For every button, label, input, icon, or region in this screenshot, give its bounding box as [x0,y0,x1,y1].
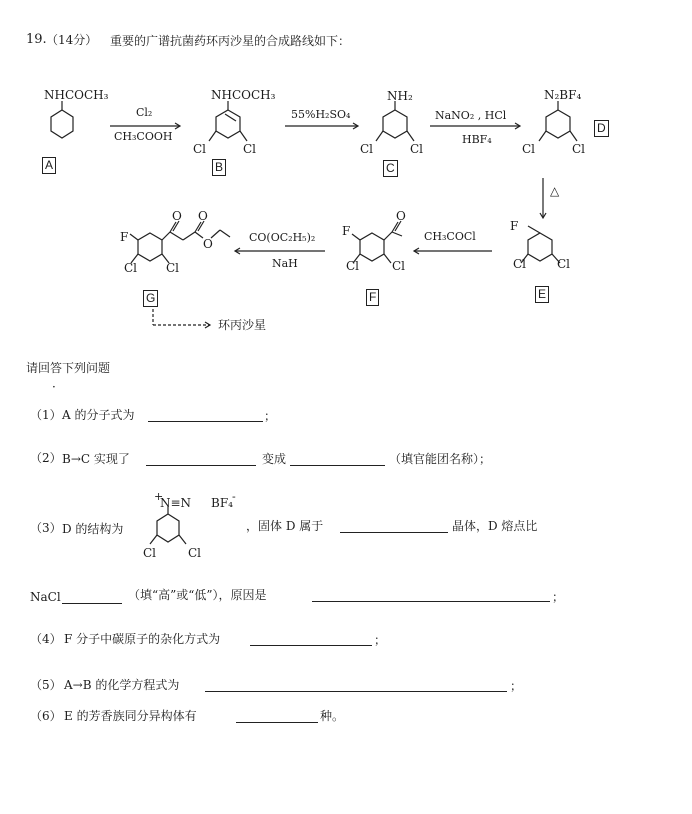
prompt-mark: · [52,380,56,394]
compound-e-label: E [535,286,549,303]
q3-mid2: 晶体，D 熔点比 [452,519,538,533]
q5-end: ； [510,679,523,693]
q1-number: （1） [30,408,62,422]
q2-answer-blank-1[interactable] [146,465,256,466]
q3-answer-blank-3[interactable] [312,601,550,602]
benzene-ring-c [376,101,414,141]
benzene-ring-e [521,226,560,263]
arrow-d-to-e [540,178,546,218]
compound-c-label: C [383,160,398,177]
compound-g-label: G [143,290,158,307]
q5-answer-blank[interactable] [205,691,507,692]
benzene-ring-g [130,221,230,263]
compound-c-cl-right: Cl [410,142,424,156]
compound-f-cl-right: Cl [392,259,406,273]
q6-number: （6） [30,709,62,723]
q3-cl-left: Cl [143,546,157,560]
q2-mid: 变成 [262,452,287,466]
arrow1-reagent-bottom: CH₃COOH [114,130,173,143]
q3-text: D 的结构为 [62,522,124,536]
q5-number: （5） [30,678,62,692]
arrow-c-to-d [430,123,520,129]
compound-b-cl-right: Cl [243,142,257,156]
arrow-f-to-g [235,248,325,254]
arrow6-reagent-top: CO(OC₂H₅)₂ [249,231,316,244]
q3-line2-end: ； [552,590,565,604]
q3-nacl: NaCl [30,590,61,604]
q4-text: F 分子中碳原子的杂化方式为 [64,632,221,646]
reaction-scheme [0,0,692,345]
q3-minus-charge: - [232,490,236,503]
question-title: 重要的广谱抗菌药环丙沙星的合成路线如下： [110,34,351,48]
compound-b-label: B [212,159,226,176]
arrow1-reagent-top: Cl₂ [136,106,153,119]
compound-g-cl-left: Cl [124,261,138,275]
arrow6-reagent-bottom: NaH [272,257,298,270]
compound-d-cl-right: Cl [572,142,586,156]
benzene-ring-a [51,101,73,138]
q4-number: （4） [30,632,62,646]
compound-a-label: A [42,157,56,174]
compound-f-f: F [342,224,351,238]
arrow5-reagent-top: CH₃COCl [424,230,476,243]
q5-text: A→B 的化学方程式为 [64,678,180,692]
q3-number: （3） [30,521,62,535]
compound-f-o: O [396,209,406,223]
q1-text: A 的分子式为 [62,408,135,422]
compound-c-cl-left: Cl [360,142,374,156]
q1-answer-blank[interactable] [148,421,263,422]
compound-e-f: F [510,219,519,233]
dashed-arrow-to-final [153,309,210,325]
benzene-ring-f [352,221,402,263]
q3-mid: ，固体 D 属于 [246,519,324,533]
q2-text: B→C 实现了 [62,452,130,466]
compound-d-cl-left: Cl [522,142,536,156]
arrow-a-to-b [110,123,180,129]
q3-answer-blank-2[interactable] [62,603,122,604]
q1-end: ； [264,409,277,423]
compound-g-o2: O [198,209,208,223]
arrow3-reagent-top: NaNO₂ , HCl [435,109,507,122]
question-points: （14分） [46,33,98,47]
q2-number: （2） [30,451,62,465]
compound-g-cl-right: Cl [166,261,180,275]
q2-answer-blank-2[interactable] [290,465,385,466]
q2-end: （填官能团名称）； [389,452,492,466]
compound-b-cl-left: Cl [193,142,207,156]
q4-answer-blank[interactable] [250,645,372,646]
compound-g-o1: O [172,209,182,223]
heat-symbol: △ [550,184,560,198]
compound-e-cl-left: Cl [513,257,527,271]
arrow-b-to-c [285,123,358,129]
benzene-ring-d [539,101,577,141]
arrow-e-to-f [414,248,492,254]
q6-answer-blank[interactable] [236,722,318,723]
compound-g-f: F [120,230,129,244]
benzene-ring-b [209,101,247,141]
compound-g-o3: O [203,237,213,251]
arrow2-reagent-top: 55%H₂SO₄ [291,108,351,121]
question-number: 19. [26,32,47,47]
compound-d-group: N₂BF₄ [544,88,582,102]
compound-b-group: NHCOCH₃ [211,88,276,102]
q3-answer-blank-1[interactable] [340,532,448,533]
compound-a-group: NHCOCH₃ [44,88,109,102]
q3-line2-mid: （填“高”或“低”），原因是 [128,588,267,602]
final-product: 环丙沙星 [218,318,267,332]
compound-d-label: D [594,120,609,137]
compound-f-cl-left: Cl [346,259,360,273]
q3-diazonium: N≡N [160,496,192,510]
arrow3-reagent-bottom: HBF₄ [462,133,492,146]
q3-plus-charge: + [154,490,164,503]
q4-end: ； [374,633,387,647]
q6-end: 种。 [320,709,345,723]
q3-cl-right: Cl [188,546,202,560]
compound-c-group: NH₂ [387,89,413,103]
compound-e-cl-right: Cl [557,257,571,271]
q6-text: E 的芳香族同分异构体有 [64,709,197,723]
prompt-text: 请回答下列问题 [26,361,111,375]
compound-f-label: F [366,289,379,306]
q3-anion: BF₄ [211,496,233,510]
